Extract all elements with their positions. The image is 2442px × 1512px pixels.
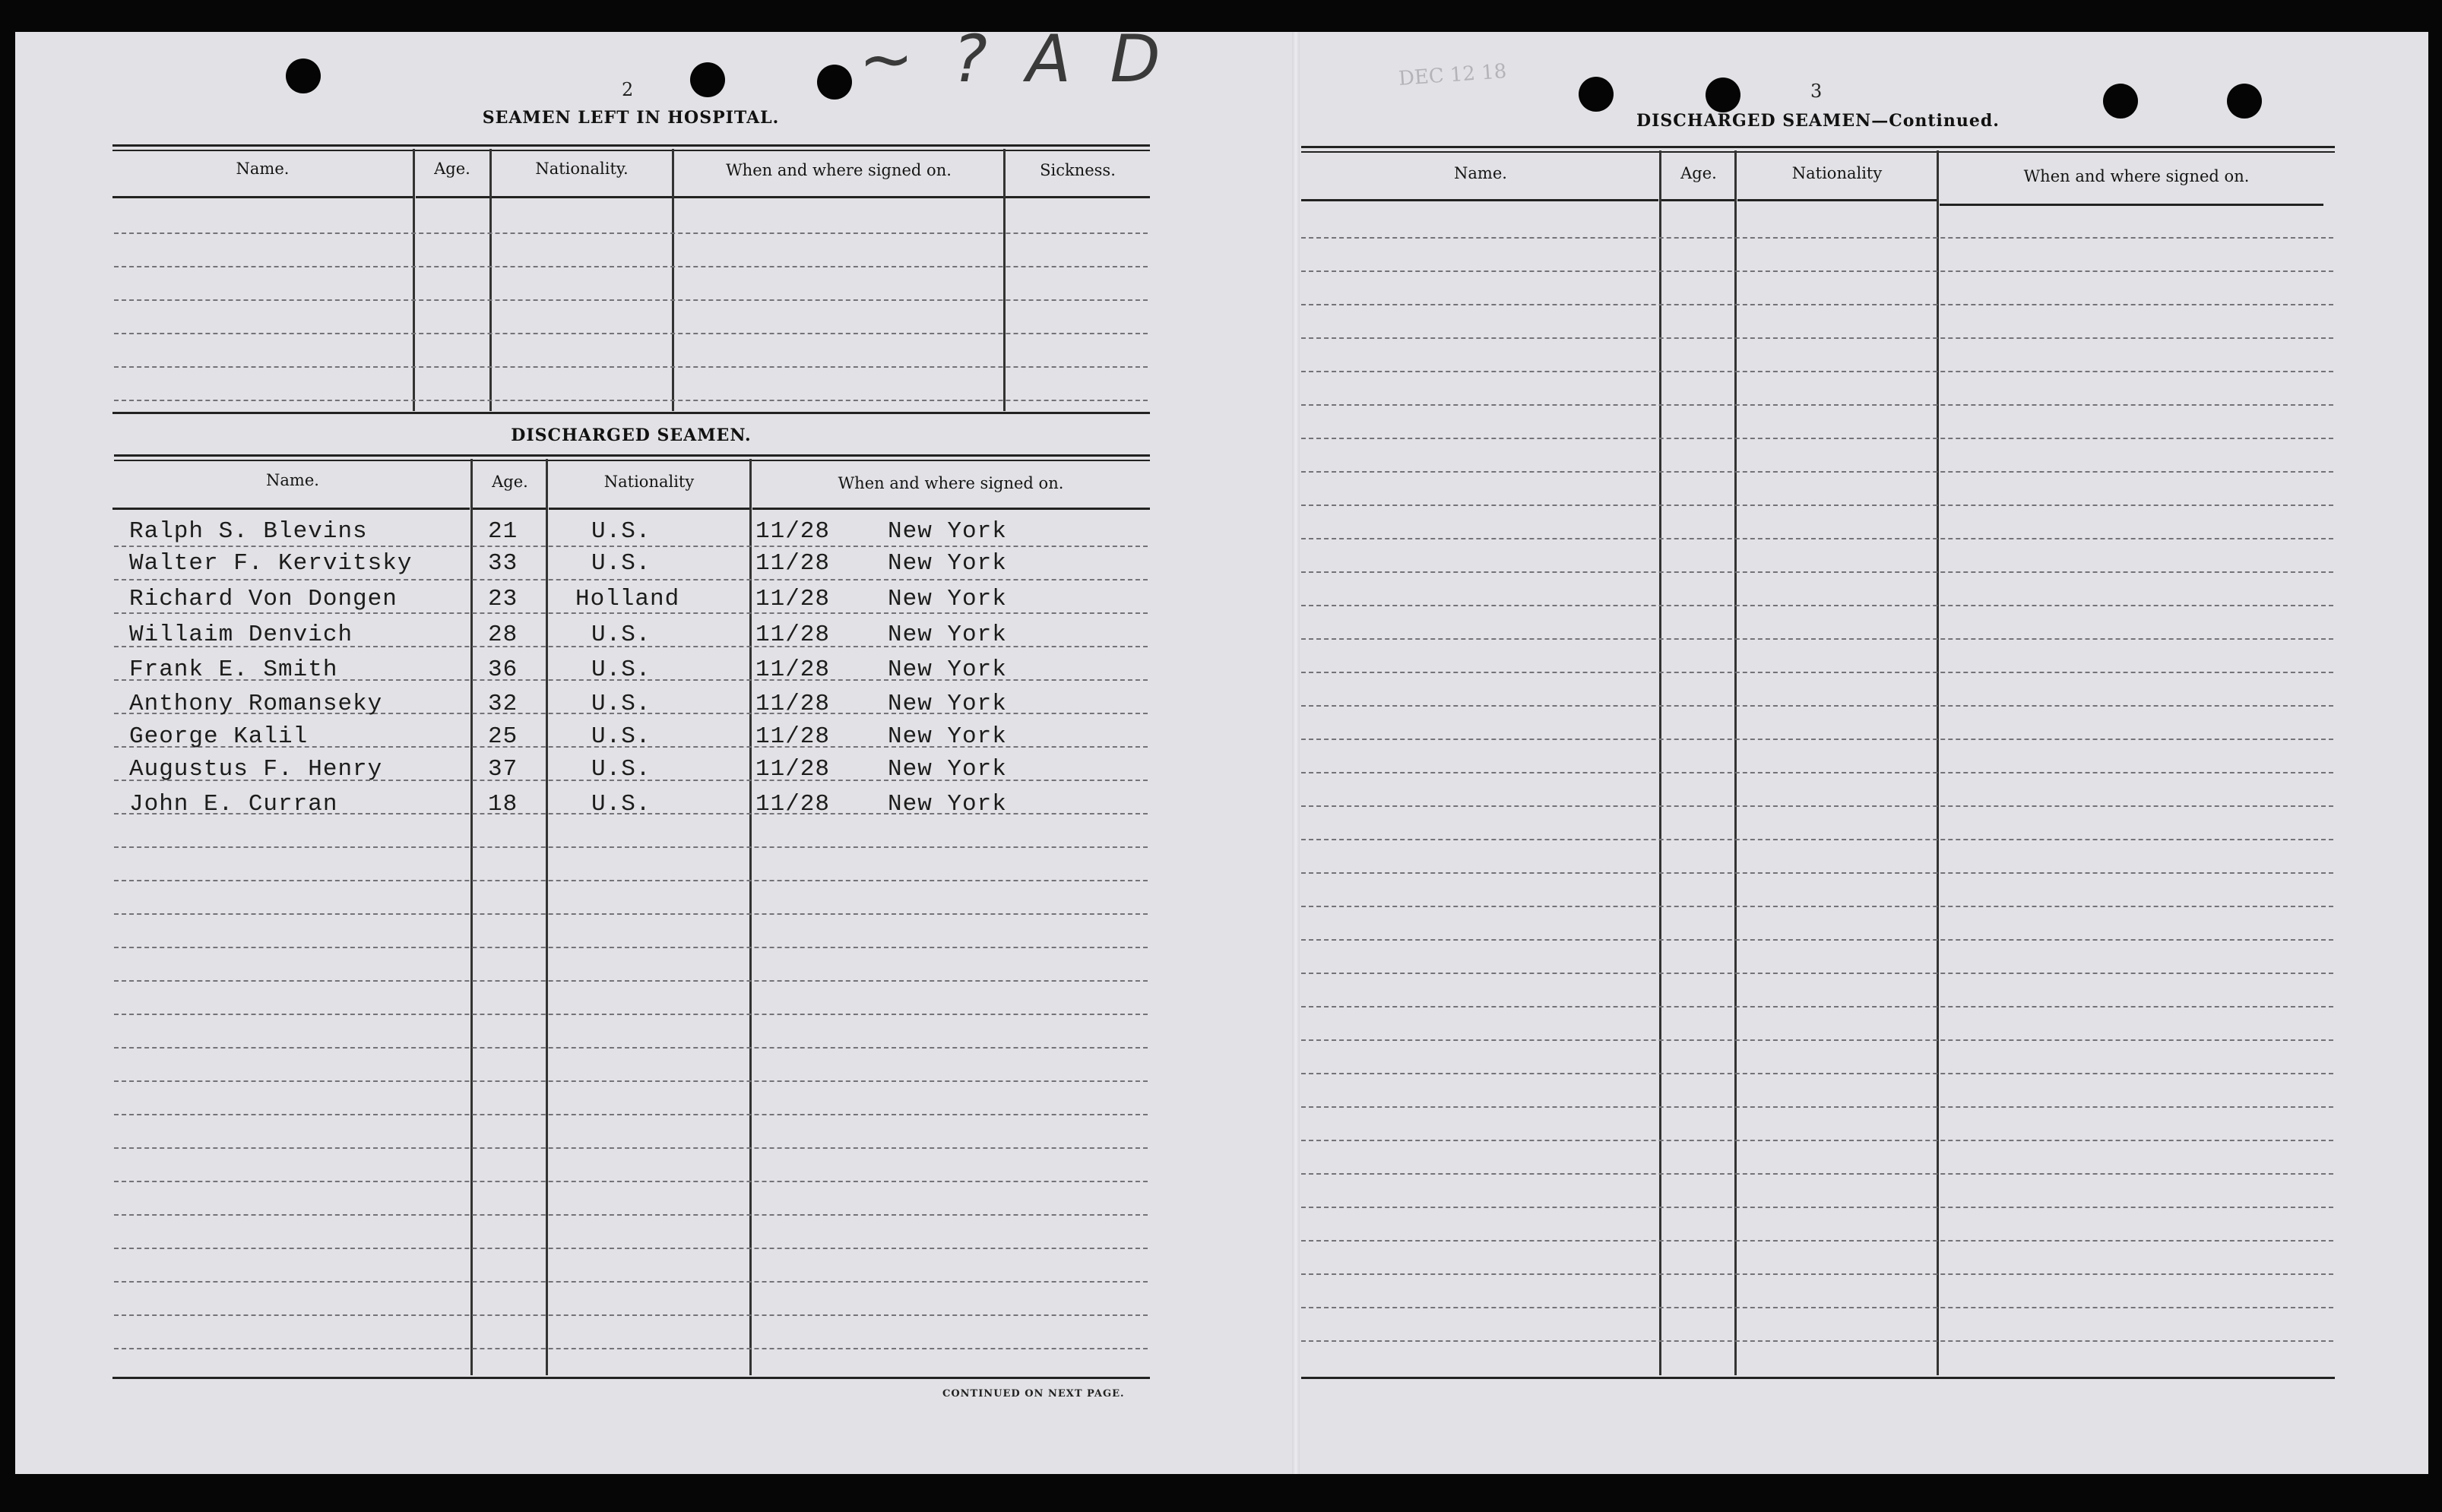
seaman-name: Walter F. Kervitsky xyxy=(129,550,413,577)
punch-hole xyxy=(1579,77,1614,112)
right-row-line xyxy=(1301,404,2333,406)
hospital-col-divider xyxy=(672,149,674,411)
signed-on-date: 11/28 xyxy=(755,656,831,683)
discharged-col-divider xyxy=(546,459,548,1375)
hospital-col-sickness: Sickness. xyxy=(1040,161,1116,179)
right-row-line xyxy=(1301,705,2333,707)
discharged-bottom-rule xyxy=(112,1377,1150,1379)
discharged-row-line xyxy=(114,1147,1148,1149)
right-col-divider xyxy=(1734,150,1737,1375)
hospital-row-line xyxy=(114,366,1148,368)
right-row-line xyxy=(1301,1006,2333,1007)
discharged-row-line xyxy=(114,1181,1148,1182)
right-col-nationality: Nationality xyxy=(1791,164,1883,182)
discharged-col-nationality: Nationality xyxy=(603,473,695,491)
right-row-line xyxy=(1301,571,2333,573)
seaman-name: Richard Von Dongen xyxy=(129,586,397,612)
seaman-age: 21 xyxy=(488,518,518,545)
right-top-rule xyxy=(1301,146,2335,153)
right-row-line xyxy=(1301,638,2333,640)
discharged-top-rule xyxy=(114,454,1150,461)
right-bottom-rule xyxy=(1301,1377,2335,1379)
hospital-header-rule xyxy=(416,196,1150,198)
seaman-name: Willaim Denvich xyxy=(129,622,353,648)
seaman-nationality: U.S. xyxy=(591,723,651,750)
right-page-number: 3 xyxy=(1810,81,1823,102)
right-row-line xyxy=(1301,1273,2333,1275)
seaman-name: Augustus F. Henry xyxy=(129,756,383,783)
hospital-bottom-rule xyxy=(112,412,1150,414)
seaman-nationality: U.S. xyxy=(591,622,651,648)
punch-hole xyxy=(817,65,852,100)
right-row-line xyxy=(1301,1307,2333,1308)
discharged-col-signed-on: When and where signed on. xyxy=(838,474,1064,492)
right-row-line xyxy=(1301,906,2333,907)
discharged-row-line xyxy=(114,1214,1148,1216)
hospital-top-rule xyxy=(112,144,1150,151)
date-stamp: DEC 12 18 xyxy=(1398,60,1508,90)
hospital-header-rule xyxy=(112,196,413,198)
right-row-line xyxy=(1301,939,2333,941)
seaman-name: Ralph S. Blevins xyxy=(129,518,368,545)
right-row-line xyxy=(1301,739,2333,740)
discharged-row-line xyxy=(114,980,1148,982)
seaman-nationality: U.S. xyxy=(591,691,651,717)
left-page-number: 2 xyxy=(622,79,634,100)
discharged-col-divider xyxy=(470,459,473,1375)
document-sheet xyxy=(15,32,2428,1474)
hospital-col-nationality: Nationality. xyxy=(535,160,629,178)
right-row-line xyxy=(1301,1240,2333,1242)
signed-on-date: 11/28 xyxy=(755,691,831,717)
right-row-line xyxy=(1301,1140,2333,1141)
continued-note: CONTINUED ON NEXT PAGE. xyxy=(942,1388,1125,1400)
discharged-row-line xyxy=(114,913,1148,915)
discharged-row-line xyxy=(114,1014,1148,1015)
hospital-row-line xyxy=(114,333,1148,334)
signed-on-place: New York xyxy=(888,756,1007,783)
discharged-col-name: Name. xyxy=(266,471,319,489)
seaman-name: George Kalil xyxy=(129,723,309,750)
right-row-line xyxy=(1301,538,2333,539)
discharged-header-rule xyxy=(752,508,1150,510)
seaman-nationality: U.S. xyxy=(591,791,651,818)
discharged-row-line xyxy=(114,1047,1148,1049)
right-row-line xyxy=(1301,505,2333,506)
discharged-col-age: Age. xyxy=(492,473,528,491)
discharged-row-line xyxy=(114,1281,1148,1283)
continued-section-title: DISCHARGED SEAMEN—Continued. xyxy=(1636,111,2000,131)
signed-on-place: New York xyxy=(888,723,1007,750)
right-col-signed-on: When and where signed on. xyxy=(2023,167,2250,185)
discharged-row-line xyxy=(114,1348,1148,1349)
hospital-row-line xyxy=(114,266,1148,267)
seaman-age: 28 xyxy=(488,622,518,648)
hospital-col-divider xyxy=(413,149,415,411)
right-row-line xyxy=(1301,270,2333,272)
discharged-header-rule xyxy=(549,508,749,510)
signed-on-place: New York xyxy=(888,586,1007,612)
punch-hole xyxy=(286,59,321,93)
right-row-line xyxy=(1301,438,2333,439)
right-row-line xyxy=(1301,1039,2333,1041)
right-row-line xyxy=(1301,1207,2333,1208)
punch-hole xyxy=(690,62,725,97)
right-col-name: Name. xyxy=(1454,164,1507,182)
discharged-header-rule xyxy=(473,508,546,510)
hospital-col-signed-on: When and where signed on. xyxy=(726,161,952,179)
right-col-divider xyxy=(1659,150,1661,1375)
discharged-row-line xyxy=(114,846,1148,848)
right-row-line xyxy=(1301,672,2333,673)
signed-on-date: 11/28 xyxy=(755,586,831,612)
seaman-nationality: U.S. xyxy=(591,756,651,783)
hospital-col-name: Name. xyxy=(236,160,290,178)
seaman-age: 23 xyxy=(488,586,518,612)
right-row-line xyxy=(1301,772,2333,773)
right-row-line xyxy=(1301,237,2333,239)
hospital-col-divider xyxy=(489,149,492,411)
right-header-rule xyxy=(1737,199,1937,201)
signed-on-date: 11/28 xyxy=(755,723,831,750)
seaman-nationality: U.S. xyxy=(591,550,651,577)
seaman-name: John E. Curran xyxy=(129,791,338,818)
right-row-line xyxy=(1301,304,2333,305)
hospital-col-age: Age. xyxy=(434,160,470,178)
seaman-age: 18 xyxy=(488,791,518,818)
discharged-row-line xyxy=(114,1248,1148,1249)
right-row-line xyxy=(1301,1173,2333,1175)
seaman-age: 33 xyxy=(488,550,518,577)
seaman-nationality: U.S. xyxy=(591,518,651,545)
hospital-row-line xyxy=(114,400,1148,401)
discharged-row-line xyxy=(114,1114,1148,1115)
discharged-row-line xyxy=(114,1080,1148,1082)
discharged-col-divider xyxy=(749,459,752,1375)
seaman-name: Anthony Romanseky xyxy=(129,691,383,717)
signed-on-place: New York xyxy=(888,691,1007,717)
discharged-row-line xyxy=(114,947,1148,948)
right-row-line xyxy=(1301,1340,2333,1342)
signed-on-place: New York xyxy=(888,791,1007,818)
hospital-row-line xyxy=(114,232,1148,234)
right-row-line xyxy=(1301,605,2333,606)
right-row-line xyxy=(1301,1073,2333,1074)
right-header-rule xyxy=(1301,199,1658,201)
right-row-line xyxy=(1301,839,2333,840)
signed-on-place: New York xyxy=(888,622,1007,648)
seaman-nationality: U.S. xyxy=(591,656,651,683)
discharged-row-line xyxy=(114,880,1148,881)
discharged-row-line xyxy=(114,579,1148,580)
signed-on-date: 11/28 xyxy=(755,791,831,818)
signed-on-date: 11/28 xyxy=(755,518,831,545)
seaman-age: 37 xyxy=(488,756,518,783)
seaman-name: Frank E. Smith xyxy=(129,656,338,683)
handwritten-mark: ~ ? A D xyxy=(859,21,1170,97)
right-row-line xyxy=(1301,1106,2333,1108)
right-row-line xyxy=(1301,371,2333,372)
right-row-line xyxy=(1301,872,2333,874)
discharged-row-line xyxy=(114,612,1148,614)
seaman-nationality: Holland xyxy=(575,586,680,612)
right-col-divider xyxy=(1937,150,1939,1375)
right-header-rule xyxy=(1940,204,2323,206)
signed-on-date: 11/28 xyxy=(755,622,831,648)
seaman-age: 25 xyxy=(488,723,518,750)
hospital-row-line xyxy=(114,299,1148,301)
right-row-line xyxy=(1301,805,2333,807)
right-row-line xyxy=(1301,471,2333,473)
seaman-age: 36 xyxy=(488,656,518,683)
hospital-section-title: SEAMEN LEFT IN HOSPITAL. xyxy=(482,108,780,128)
right-row-line xyxy=(1301,337,2333,339)
discharged-row-line xyxy=(114,1314,1148,1316)
right-col-age: Age. xyxy=(1680,164,1717,182)
signed-on-place: New York xyxy=(888,656,1007,683)
right-header-rule xyxy=(1661,199,1734,201)
discharged-section-title: DISCHARGED SEAMEN. xyxy=(511,425,752,445)
page-fold xyxy=(1292,32,1300,1474)
discharged-header-rule xyxy=(112,508,470,510)
discharged-row-line xyxy=(114,546,1148,547)
hospital-col-divider xyxy=(1003,149,1006,411)
signed-on-date: 11/28 xyxy=(755,756,831,783)
signed-on-date: 11/28 xyxy=(755,550,831,577)
punch-hole xyxy=(1706,77,1740,112)
right-row-line xyxy=(1301,973,2333,974)
seaman-age: 32 xyxy=(488,691,518,717)
signed-on-place: New York xyxy=(888,518,1007,545)
signed-on-place: New York xyxy=(888,550,1007,577)
